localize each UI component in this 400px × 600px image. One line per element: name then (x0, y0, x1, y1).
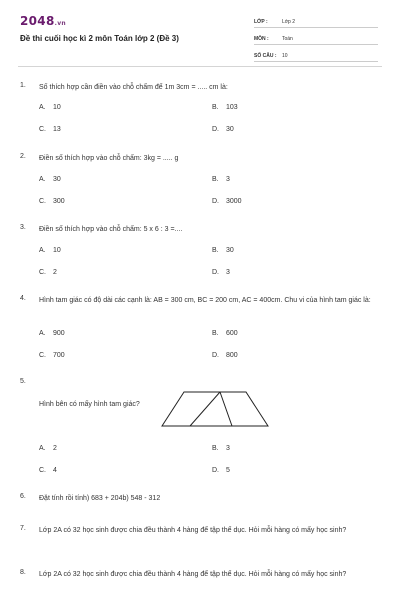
meta-row-class (254, 15, 378, 28)
option-d[interactable] (212, 467, 230, 474)
triangle-figure (160, 390, 270, 430)
option-label: C. (39, 467, 46, 474)
question-number: 5. (20, 378, 26, 385)
page-header (0, 0, 400, 62)
meta-key: SỐ CÂU : (254, 53, 277, 59)
option-a[interactable] (39, 247, 61, 254)
option-value: 13 (53, 126, 61, 133)
option-a[interactable] (39, 445, 57, 452)
option-c[interactable] (39, 269, 57, 276)
option-label: D. (212, 467, 219, 474)
question-number: 1. (20, 82, 26, 89)
option-b[interactable] (212, 176, 230, 183)
logo-main: 2048 (20, 14, 55, 28)
option-value: 30 (226, 126, 234, 133)
question-text: Hình tam giác có độ dài các cạnh là: AB = 300 cm, BC = 200 cm, AC = 400cm. Chu vi của hình tam giác là: (39, 297, 371, 304)
option-label: B. (212, 330, 219, 337)
option-a[interactable] (39, 330, 65, 337)
meta-key: LỚP : (254, 19, 268, 25)
option-value: 3 (226, 445, 230, 452)
question-text: Điền số thích hợp vào chỗ chấm: 5 x 6 : 3 =.... (39, 226, 183, 233)
option-value: 900 (53, 330, 65, 337)
option-a[interactable] (39, 104, 61, 111)
option-d[interactable] (212, 198, 242, 205)
question-text: Điền số thích hợp vào chỗ chấm: 3kg = ..... g (39, 155, 179, 162)
inner-line-1 (190, 392, 220, 426)
option-value: 300 (53, 198, 65, 205)
option-label: D. (212, 198, 219, 205)
question-text: Lớp 2A có 32 học sinh được chia đều thành 4 hàng để tập thể dục. Hỏi mỗi hàng có mấy học sinh? (39, 527, 347, 534)
site-logo[interactable] (20, 14, 66, 28)
question-number: 8. (20, 569, 26, 576)
exam-meta (254, 15, 378, 66)
option-d[interactable] (212, 126, 234, 133)
meta-value: Lớp 2 (282, 19, 296, 25)
option-value: 103 (226, 104, 238, 111)
option-value: 10 (53, 104, 61, 111)
option-c[interactable] (39, 198, 65, 205)
option-label: C. (39, 352, 46, 359)
option-value: 3000 (226, 198, 242, 205)
option-value: 5 (226, 467, 230, 474)
option-label: A. (39, 247, 46, 254)
option-c[interactable] (39, 467, 57, 474)
option-label: C. (39, 126, 46, 133)
option-a[interactable] (39, 176, 61, 183)
option-label: B. (212, 247, 219, 254)
option-label: C. (39, 198, 46, 205)
header-divider (18, 66, 382, 67)
question-number: 3. (20, 224, 26, 231)
option-label: A. (39, 176, 46, 183)
option-value: 600 (226, 330, 238, 337)
option-label: B. (212, 176, 219, 183)
option-value: 700 (53, 352, 65, 359)
meta-key: MÔN : (254, 36, 269, 42)
option-value: 3 (226, 269, 230, 276)
inner-line-2 (220, 392, 232, 426)
option-label: C. (39, 269, 46, 276)
option-value: 800 (226, 352, 238, 359)
option-b[interactable] (212, 445, 230, 452)
question-number: 7. (20, 525, 26, 532)
option-label: B. (212, 445, 219, 452)
meta-value: 10 (282, 53, 288, 59)
option-label: A. (39, 104, 46, 111)
option-label: D. (212, 126, 219, 133)
option-b[interactable] (212, 247, 234, 254)
option-label: A. (39, 445, 46, 452)
option-value: 2 (53, 269, 57, 276)
question-5-text: Hình bên có mấy hình tam giác? (39, 401, 140, 408)
meta-row-subject (254, 32, 378, 45)
option-label: B. (212, 104, 219, 111)
option-label: D. (212, 352, 219, 359)
logo-tld: .vn (54, 20, 66, 27)
question-number: 2. (20, 153, 26, 160)
option-value: 4 (53, 467, 57, 474)
option-c[interactable] (39, 126, 61, 133)
option-value: 2 (53, 445, 57, 452)
option-value: 30 (226, 247, 234, 254)
question-text: Lớp 2A có 32 học sinh được chia đều thành 4 hàng để tập thể dục. Hỏi mỗi hàng có mấy học sinh? (39, 571, 347, 578)
option-value: 10 (53, 247, 61, 254)
option-value: 30 (53, 176, 61, 183)
question-text: Đặt tính rồi tính) 683 + 204b) 548 - 312 (39, 495, 161, 502)
option-c[interactable] (39, 352, 65, 359)
option-label: A. (39, 330, 46, 337)
meta-value: Toán (282, 36, 293, 42)
meta-row-count (254, 49, 378, 62)
question-number: 4. (20, 295, 26, 302)
exam-title: Đề thi cuối học kì 2 môn Toán lớp 2 (Đề 3) (20, 34, 179, 43)
option-d[interactable] (212, 352, 238, 359)
option-value: 3 (226, 176, 230, 183)
option-d[interactable] (212, 269, 230, 276)
option-b[interactable] (212, 104, 238, 111)
question-text: Số thích hợp cần điền vào chỗ chấm để 1m 3cm = ..... cm là: (39, 84, 228, 91)
option-label: D. (212, 269, 219, 276)
option-b[interactable] (212, 330, 238, 337)
question-number: 6. (20, 493, 26, 500)
